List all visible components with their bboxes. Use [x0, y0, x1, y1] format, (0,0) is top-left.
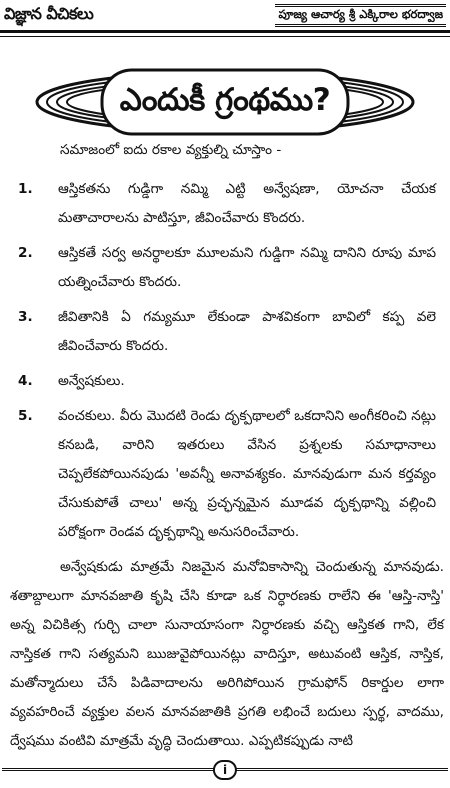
item-text: జీవితానికి ఏ గమ్యమూ లేకుండా పాశవికంగా బావిలో కప్ప వలె జీవించేవారు కొందరు. [58, 309, 436, 354]
page-number: i [213, 760, 237, 780]
item-number: 3. [18, 309, 33, 325]
item-number: 4. [18, 373, 33, 389]
chapter-title: ఎందుకీ గ్రంథము? [119, 82, 331, 118]
book-title: విజ్ఞాన వీచికలు [4, 3, 94, 23]
item-number: 1. [18, 181, 33, 197]
list-item [0, 402, 450, 547]
item-text: ఆస్తికతను గుడ్డిగా నమ్మి ఎట్టి అన్వేషణా, యోచనా చేయక మతాచారాలను పాటిస్తూ, జీవించేవారు కొందరు. [58, 181, 436, 226]
header-rule [0, 30, 450, 37]
item-number: 2. [18, 245, 33, 261]
list-item [0, 303, 450, 361]
author-name: పూజ్య ఆచార్య శ్రీ ఎక్కిరాల భరద్వాజ [275, 4, 446, 27]
list-item [0, 239, 450, 297]
item-text: వంచకులు. వీరు మొదటి రెండు దృక్పథాలలో ఒకదానిని అంగీకరించి నట్లు కనబడి, వారిని ఇతరులు వేసిన ప్రశ్నలకు సమాధానాలు చెప్పలేకపోయినపుడు 'అవన్నీ అనావశ్యకం. మానవుడుగా మన కర్తవ్యం చేసుకుపోతే చాలు' అన్న ప్రచ్ఛన్నమైన మూడవ దృక్పథాన్ని వల్లించి పరోక్షంగా రెండవ దృక్పథాన్ని అనుసరించేవారు. [58, 408, 436, 540]
intro-line: సమాజంలో ఐదు రకాల వ్యక్తుల్ని చూస్తాం - [60, 142, 282, 158]
item-text: అన్వేషకులు. [58, 373, 125, 389]
item-number: 5. [18, 408, 33, 424]
chapter-title-banner [32, 62, 418, 142]
body-paragraph: అన్వేషకుడు మాత్రమే నిజమైన మనోవికాసాన్ని చెందుతున్న మానవుడు. శతాబ్దాలుగా మానవజాతి కృషి చేసి కూడా ఒక నిర్ధారణకు రాలేని ఈ 'ఆస్తి-నాస్తి' అన్న విచికిత్స గుర్చి చాలా సునాయాసంగా నిర్ధారణకు వచ్చి ఆస్తికత గాని, లేక నాస్తికత గాని సత్యమని ఋజువైపోయినట్లు వాదిస్తూ, అటువంటి ఆస్తిక, నాస్తిక, మతోన్మాదులు చేసే పిడివాదాలను అరిగిపోయిన గ్రామఫోన్ రికార్డుల లాగా వ్యవహరించే వ్యక్తుల వలన మానవజాతికి ప్రగతి లభించే బదులు స్పర్థ, వాదము, ద్వేషము వంటివి మాత్రమే వృద్ధి చెందుతాయి. ఎప్పటికప్పుడు నాటి [10, 559, 444, 749]
item-text: ఆస్తికతే సర్వ అనర్థాలకూ మూలమని గుడ్డిగా నమ్మి దానిని రూపు మాప యత్నించేవారు కొందరు. [58, 245, 436, 290]
running-header [4, 2, 446, 28]
page-body [0, 136, 450, 756]
page-footer [2, 760, 448, 780]
list-item [0, 367, 450, 396]
list-item [0, 175, 450, 233]
